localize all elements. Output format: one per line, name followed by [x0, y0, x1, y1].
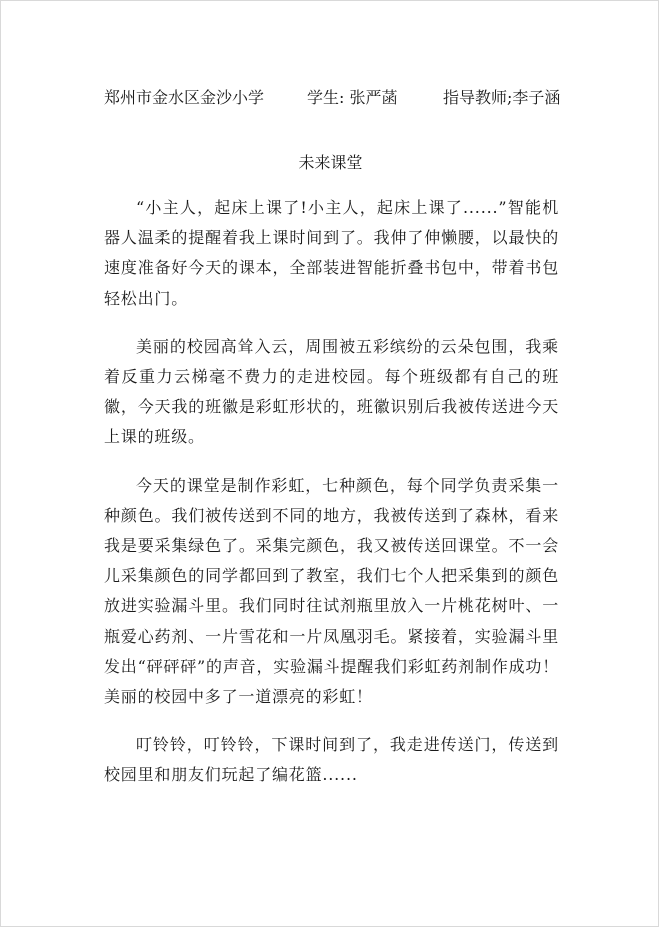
paragraph: 美丽的校园高耸入云，周围被五彩缤纷的云朵包围，我乘着反重力云梯毫不费力的走进校园。每个班级都有自己的班徽，今天我的班徽是彩虹形状的，班徽识别后我被传送进今天上课的班级。 [104, 336, 559, 447]
essay-body [104, 193, 559, 809]
essay-title: 未来课堂 [298, 153, 363, 172]
paragraph: 今天的课堂是制作彩虹，七种颜色，每个同学负责采集一种颜色。我们被传送到不同的地方，我被传送到了森林，看来我是要采集绿色了。采集完颜色，我又被传送回课堂。不一会儿采集颜色的同学都回到了教室，我们七个人把采集到的颜色放进实验漏斗里。我们同时往试剂瓶里放入一片桃花树叶、一瓶爱心药剂、一片雪花和一片凤凰羽毛。紧接着，实验漏斗里发出“砰砰砰”的声音，实验漏斗提醒我们彩虹药剂制作成功！美丽的校园中多了一道漂亮的彩虹！ [104, 475, 559, 707]
header-line [104, 86, 559, 110]
paragraph: “小主人，起床上课了!小主人，起床上课了......”智能机器人温柔的提醒着我上课时间到了。我伸了伸懒腰，以最快的速度准备好今天的课本，全部装进智能折叠书包中，带着书包轻松出门。 [104, 198, 559, 308]
school-name: 郑州市金水区金沙小学 [104, 88, 265, 107]
paragraph: 叮铃铃，叮铃铃，下课时间到了，我走进传送门，传送到校园里和朋友们玩起了编花篮...... [104, 735, 559, 785]
student-name: 学生: 张严菡 [307, 88, 398, 107]
teacher-name: 指导教师;李子涵 [443, 88, 561, 107]
